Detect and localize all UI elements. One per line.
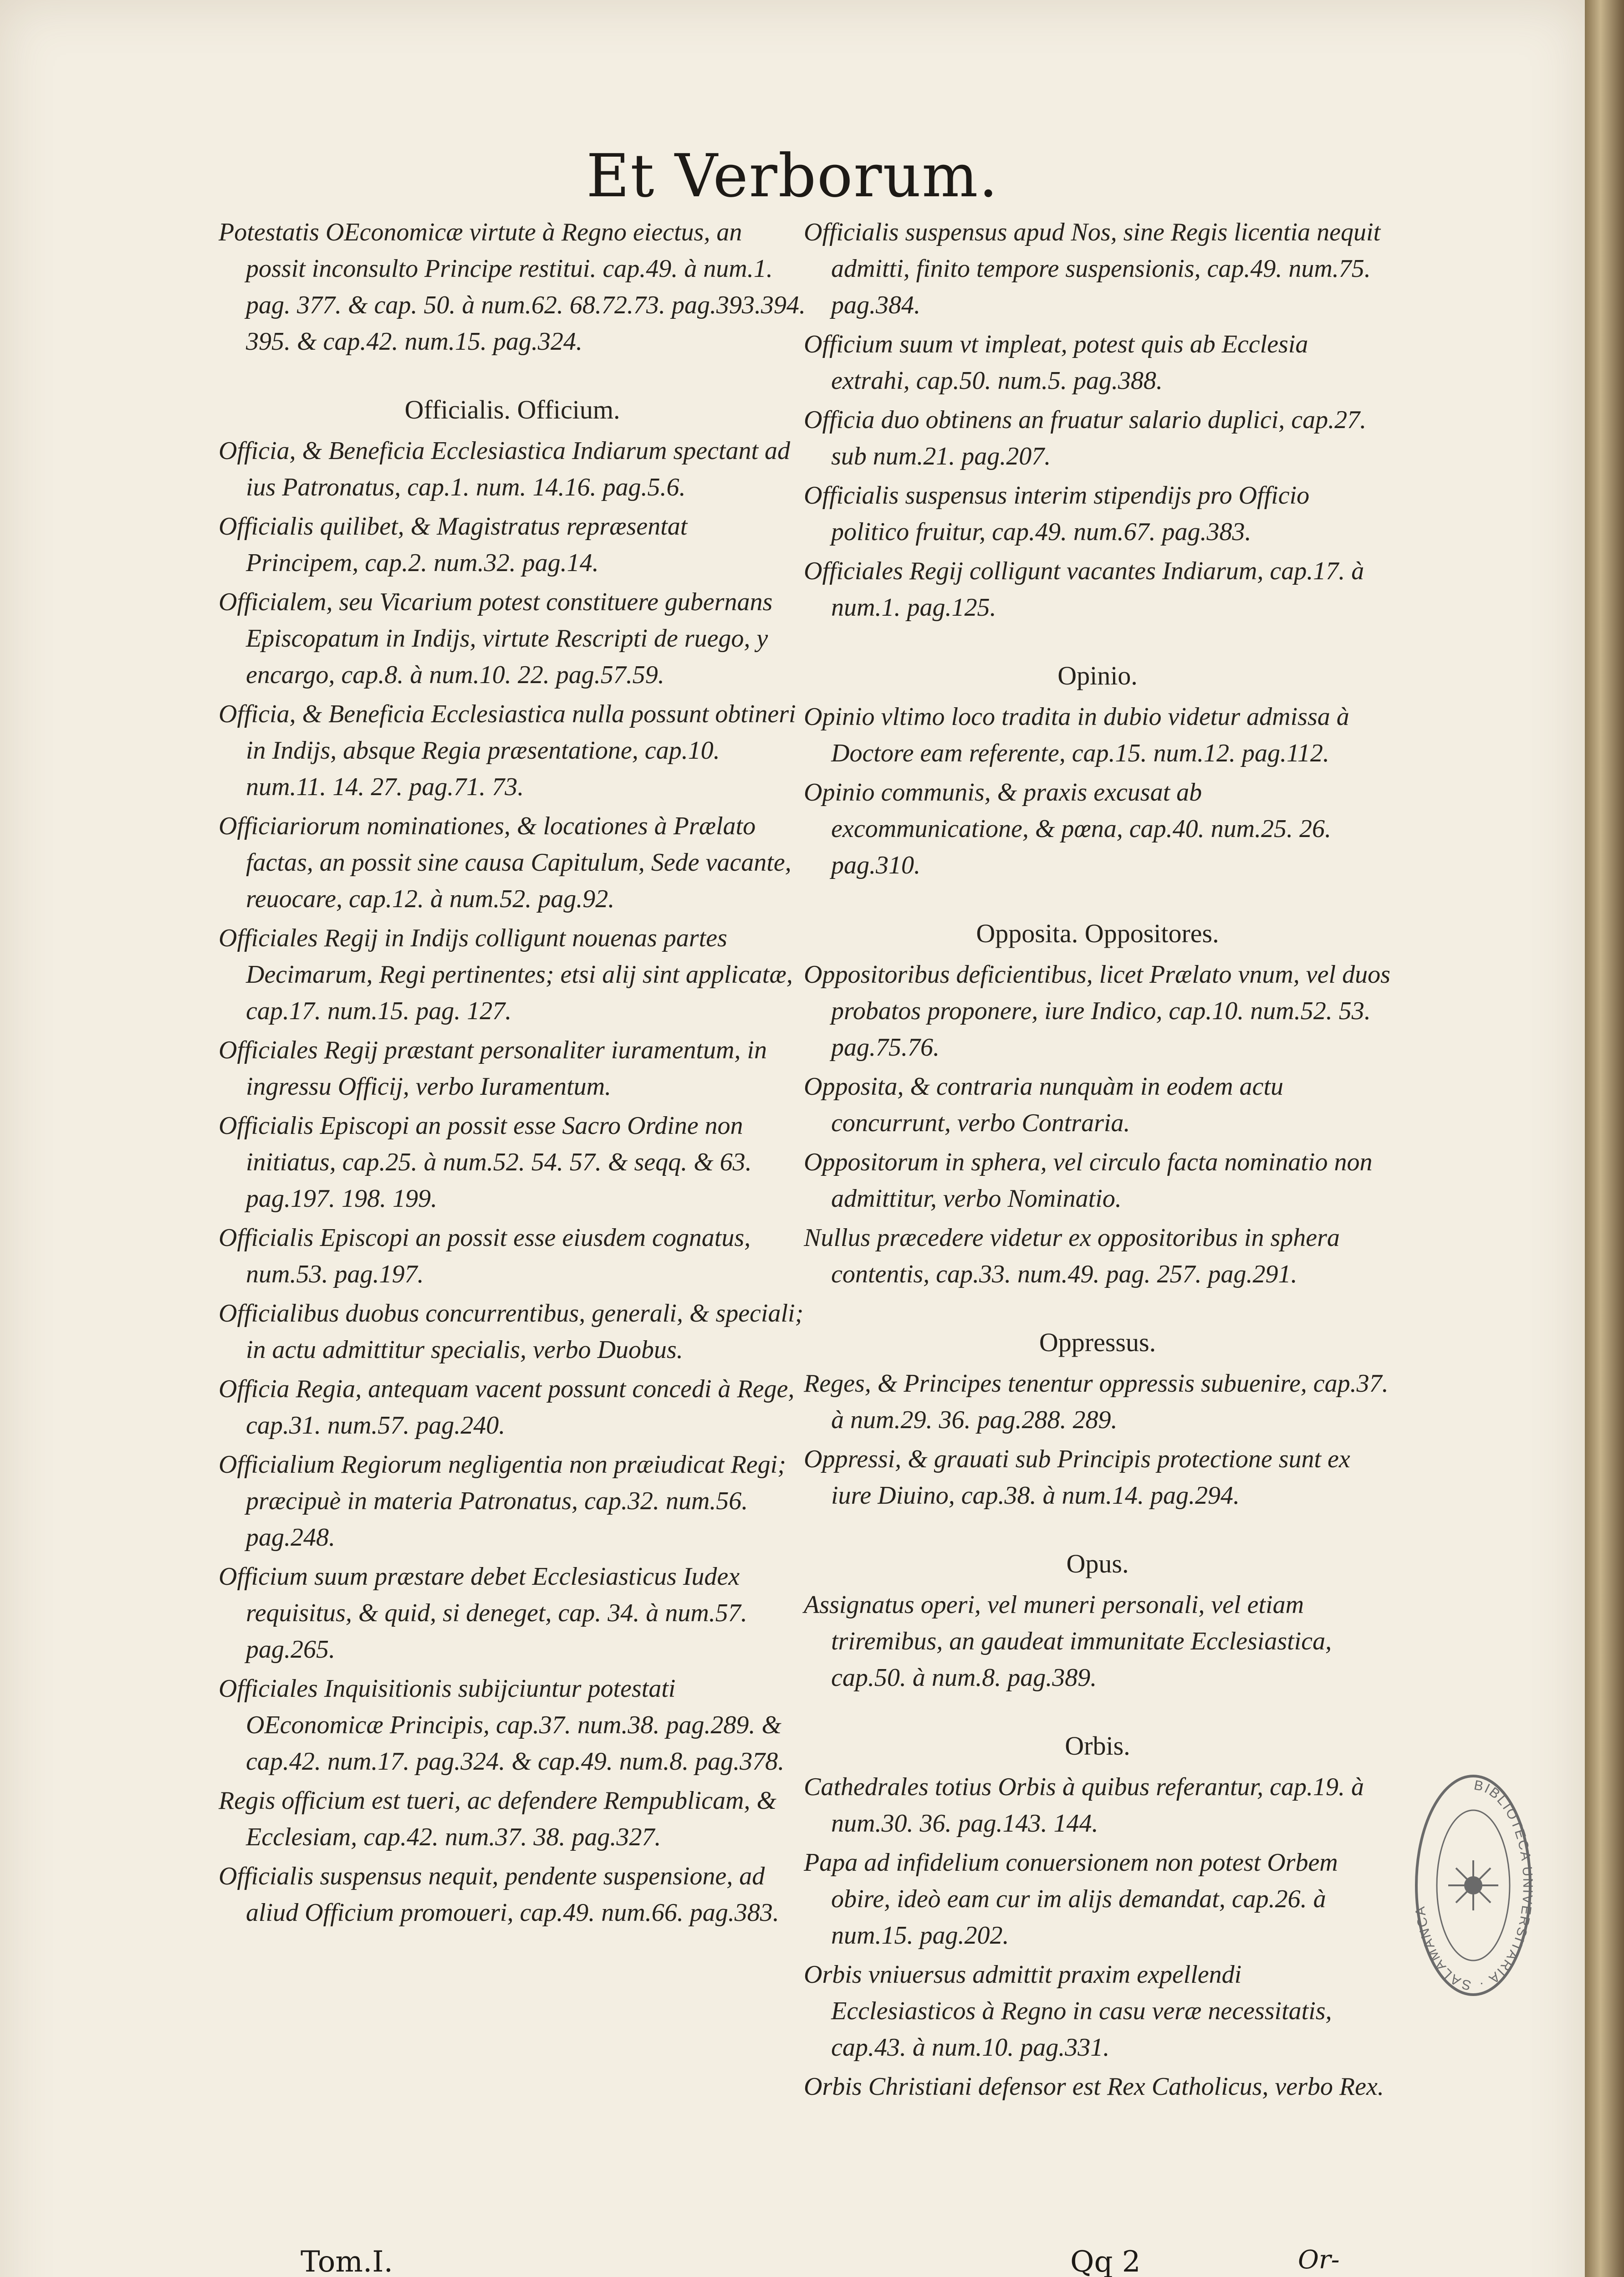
index-entry: Officia, & Beneficia Ecclesiastica Indiarum spectant ad ius Patronatus, cap.1. num. 14.16. pag.5.6. (219, 437, 791, 501)
page-header-title: Et Verborum. (586, 141, 999, 210)
signature-mark: Qq 2 (1070, 2245, 1141, 2277)
index-entry: Officialis Episcopi an possit esse Sacro Ordine non initiatus, cap.25. à num.52. 54. 57. & seqq. & 63. pag.197. 198. 199. (219, 1112, 752, 1213)
index-entry: Nullus præcedere videtur ex oppositoribus in sphera contentis, cap.33. num.49. pag. 257. pag.291. (804, 1224, 1340, 1288)
index-entry: Officiales Inquisitionis subijciuntur potestati OEconomicæ Principis, cap.37. num.38. pag.289. & cap.42. num.17. pag.324. & cap.49. num.8. pag.378. (219, 1675, 785, 1776)
right-index-column (804, 214, 1391, 2108)
index-entry: Officia Regia, antequam vacent possunt concedi à Rege, cap.31. num.57. pag.240. (219, 1375, 795, 1440)
index-entry: Officia duo obtinens an fruatur salario duplici, cap.27. sub num.21. pag.207. (804, 406, 1367, 470)
index-entry: Oppositorum in sphera, vel circulo facta nominatio non admittitur, verbo Nominatio. (804, 1148, 1373, 1213)
section-heading: Opinio. (1057, 661, 1138, 690)
index-entry: Officiales Regij in Indijs colligunt nouenas partes Decimarum, Regi pertinentes; etsi alij sint applicatæ, cap.17. num.15. pag. 127. (219, 924, 793, 1025)
index-entry: Officialis quilibet, & Magistratus repræsentat Principem, cap.2. num.32. pag.14. (219, 512, 688, 577)
index-entry: Officialis Episcopi an possit esse eiusdem cognatus, num.53. pag.197. (219, 1224, 751, 1288)
stamp-emblem-icon (1448, 1860, 1498, 1910)
index-entry: Oppositoribus deficientibus, licet Prælato vnum, vel duos probatos proponere, iure Indico, cap.10. num.52. 53. pag.75.76. (804, 960, 1390, 1062)
section-heading: Opposita. Oppositores. (976, 919, 1219, 948)
index-entry: Officialibus duobus concurrentibus, generali, & speciali; in actu admittitur specialis, verbo Duobus. (219, 1299, 804, 1364)
index-entry: Assignatus operi, vel muneri personali, vel etiam triremibus, an gaudeat immunitate Ecclesiastica, cap.50. à num.8. pag.389. (804, 1591, 1332, 1692)
index-entry: Orbis vniuersus admittit praxim expellendi Ecclesiasticos à Regno in casu veræ necessitatis, cap.43. à num.10. pag.331. (804, 1960, 1332, 2062)
book-edge (1585, 0, 1624, 2277)
section-heading: Orbis. (1065, 1731, 1130, 1761)
index-entry: Officia, & Beneficia Ecclesiastica nulla possunt obtineri in Indijs, absque Regia præsentatione, cap.10. num.11. 14. 27. pag.71. 73. (219, 700, 796, 801)
index-entry: Officiariorum nominationes, & locationes à Prælato factas, an possit sine causa Capitulum, Sede vacante, reuocare, cap.12. à num.52. pag.92. (219, 812, 792, 913)
index-entry: Officialis suspensus interim stipendijs pro Officio politico fruitur, cap.49. num.67. pag.383. (804, 481, 1310, 546)
index-entry: Oppressi, & grauati sub Principis protectione sunt ex iure Diuino, cap.38. à num.14. pag.294. (804, 1445, 1350, 1510)
index-entry: Officiales Regij præstant personaliter iuramentum, in ingressu Officij, verbo Iuramentum. (219, 1036, 767, 1101)
index-entry: Officiales Regij colligunt vacantes Indiarum, cap.17. à num.1. pag.125. (804, 557, 1364, 622)
index-entry: Officium suum præstare debet Ecclesiasticus Iudex requisitus, & quid, si deneget, cap. 34. à num.57. pag.265. (219, 1562, 747, 1664)
index-entry: Officialium Regiorum negligentia non præiudicat Regi; præcipuè in materia Patronatus, cap.32. num.56. pag.248. (219, 1450, 786, 1552)
index-entry: Reges, & Principes tenentur oppressis subuenire, cap.37. à num.29. 36. pag.288. 289. (804, 1369, 1389, 1434)
index-entry: Cathedrales totius Orbis à quibus referantur, cap.19. à num.30. 36. pag.143. 144. (804, 1773, 1364, 1838)
index-entry: Orbis Christiani defensor est Rex Catholicus, verbo Rex. (804, 2073, 1384, 2101)
section-heading: Oppressus. (1039, 1327, 1156, 1357)
index-entry: Officialem, seu Vicarium potest constituere gubernans Episcopatum in Indijs, virtute Rescripti de ruego, y encargo, cap.8. à num.10. 22. pag.57.59. (219, 588, 773, 689)
library-stamp (1407, 1758, 1539, 2013)
index-entry: Regis officium est tueri, ac defendere Rempublicam, & Ecclesiam, cap.42. num.37. 38. pag.327. (219, 1787, 776, 1851)
index-entry: Papa ad infidelium conuersionem non potest Orbem obire, ideò eam cur im alijs demandat, cap.26. à num.15. pag.202. (804, 1848, 1338, 1950)
index-entry: Potestatis OEconomicæ virtute à Regno eiectus, an possit inconsulto Principe restitui. cap.49. à num.1. pag. 377. & cap. 50. à num.62. 68.72.73. pag.393.394. 395. & cap.42. num.15. pag.324. (219, 218, 806, 356)
index-entry: Officialis suspensus nequit, pendente suspensione, ad aliud Officium promoueri, cap.49. num.66. pag.383. (219, 1862, 779, 1927)
index-entry: Officialis suspensus apud Nos, sine Regis licentia nequit admitti, finito tempore suspensionis, cap.49. num.75. pag.384. (804, 218, 1381, 319)
stamp-text: BIBLIOTECA UNIVERSITARIA · SALAMANCA (1412, 1777, 1536, 1993)
index-entry: Opinio communis, & praxis excusat ab excommunicatione, & pœna, cap.40. num.25. 26. pag.310. (804, 778, 1332, 879)
catchword: Or- (1298, 2245, 1340, 2275)
volume-label: Tom.I. (301, 2245, 393, 2277)
index-entry: Opinio vltimo loco tradita in dubio videtur admissa à Doctore eam referente, cap.15. num.12. pag.112. (804, 703, 1349, 767)
section-heading: Opus. (1066, 1549, 1129, 1578)
section-heading: Officialis. Officium. (404, 395, 620, 424)
index-entry: Opposita, & contraria nunquàm in eodem actu concurrunt, verbo Contraria. (804, 1072, 1284, 1137)
left-index-column (219, 214, 806, 1934)
index-entry: Officium suum vt impleat, potest quis ab Ecclesia extrahi, cap.50. num.5. pag.388. (804, 330, 1308, 395)
